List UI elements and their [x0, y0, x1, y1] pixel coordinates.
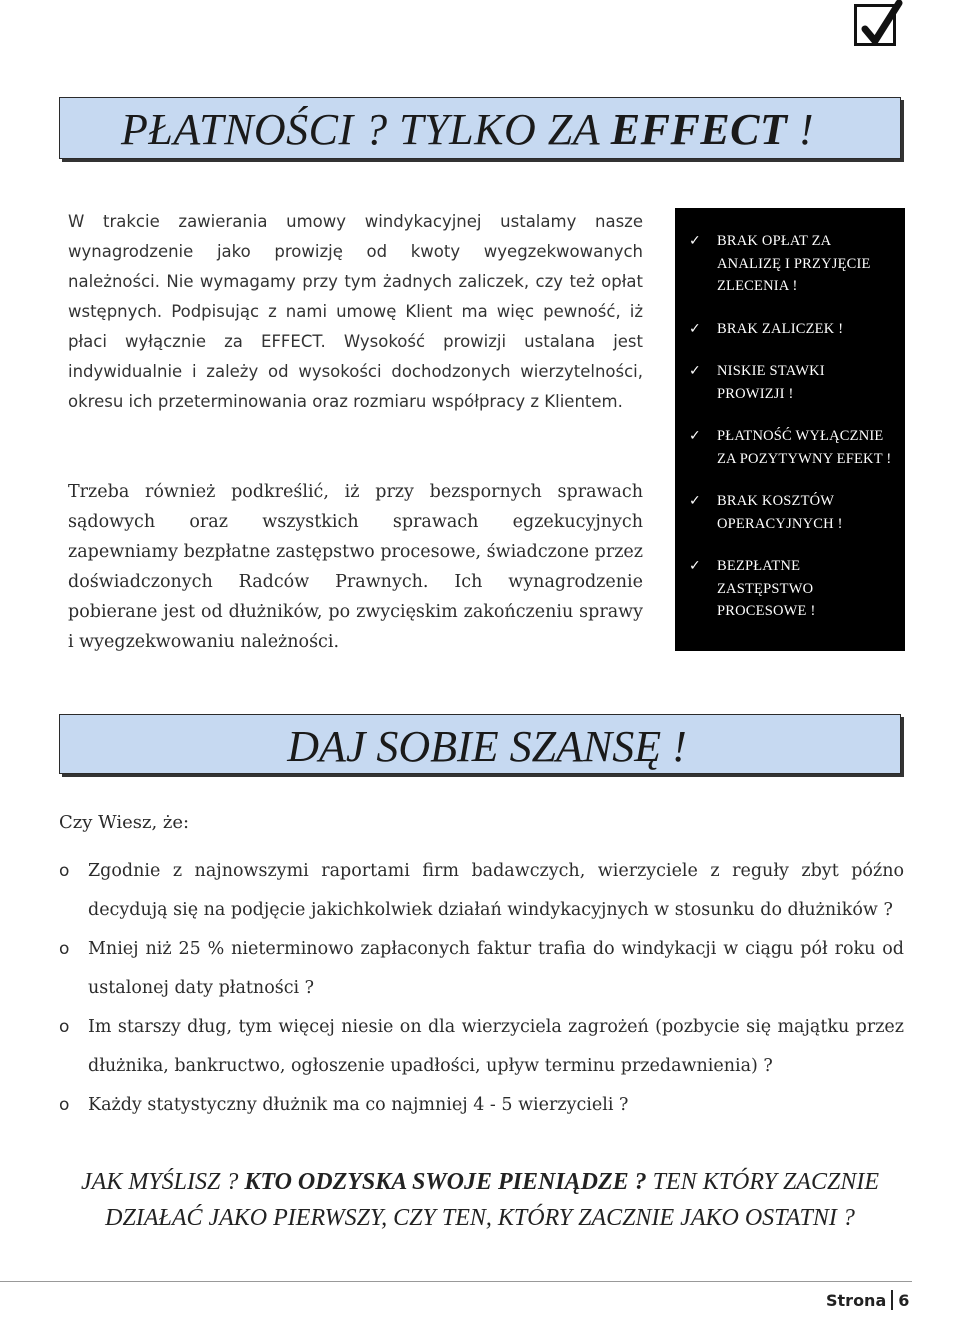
bullet-icon: o — [59, 861, 70, 881]
checkmark-icon: ✓ — [689, 558, 701, 574]
fact-item: o Im starszy dług, tym więcej niesie on dla wierzyciela zagrożeń (pozbycie się majątku przez dłużnika, bankructwo, ogłoszenie upadłości, upływ terminu przedawnienia) ? — [59, 1008, 904, 1086]
checkmark-icon: ✓ — [689, 233, 701, 249]
benefit-item: ✓ BRAK OPŁAT ZA ANALIZĘ I PRZYJĘCIE ZLECENIA ! — [687, 230, 895, 298]
title-banner — [59, 97, 901, 159]
closing-question: JAK MYŚLISZ ? KTO ODZYSKA SWOJE PIENIĄDZE ? TEN KTÓRY ZACZNIE DZIAŁAĆ JAKO PIERWSZY, CZY TEN, KTÓRY ZACZNIE JAKO OSTATNI ? — [81, 1169, 879, 1231]
checkmark-icon: ✓ — [689, 363, 701, 379]
fact-item: o Każdy statystyczny dłużnik ma co najmniej 4 - 5 wierzycieli ? — [59, 1086, 904, 1125]
bullet-icon: o — [59, 1017, 70, 1037]
checkmark-icon: ✓ — [689, 320, 701, 337]
footer-divider — [0, 1281, 912, 1282]
checkmark-icon: ✓ — [689, 493, 701, 509]
checkbox-checked-icon — [854, 4, 896, 46]
bullet-icon: o — [59, 939, 70, 959]
fact-item: o Mniej niż 25 % nieterminowo zapłaconych faktur trafia do windykacji w ciągu pół roku od ustalonej daty płatności ? — [59, 930, 904, 1008]
benefit-item: ✓ BEZPŁATNE ZASTĘPSTWO PROCESOWE ! — [687, 555, 895, 623]
page-title: PŁATNOŚCI ? TYLKO ZA EFFECT ! — [121, 105, 815, 154]
paragraph-legal-representation: Trzeba również podkreślić, iż przy bezspornych sprawach sądowych oraz wszystkich sprawach egzekucyjnych zapewniamy bezpłatne zastępstwo procesowe, świadczone przez doświadczonych Radców Prawnych. Ich wynagrodzenie pobierane jest od dłużników, po zwycięskim zakończeniu sprawy i wyegzekwowaniu należności. — [68, 482, 643, 652]
benefit-item: ✓ NISKIE STAWKI PROWIZJI ! — [687, 360, 895, 405]
benefit-item: ✓ BRAK ZALICZEK ! — [687, 318, 895, 341]
benefit-item: ✓ BRAK KOSZTÓW OPERACYJNYCH ! — [687, 490, 895, 535]
chance-title: DAJ SOBIE SZANSĘ ! — [287, 722, 687, 771]
did-you-know-label: Czy Wiesz, że: — [59, 812, 190, 833]
paragraph-fees: W trakcie zawierania umowy windykacyjnej ustalamy nasze wynagrodzenie jako prowizję od kwoty wyegzekwowanych należności. Nie wymagamy przy tym żadnych zaliczek, czy też opłat wstępnych. Podpisując z nami umowę Klient ma więc pewność, iż płaci wyłącznie za EFFECT. Wysokość prowizji ustalana jest indywidualnie i zależy od wysokości dochodzonych wierzytelności, okresu ich przeterminowania oraz rozmiaru współpracy z Klientem. — [68, 212, 643, 411]
chance-banner — [59, 714, 901, 774]
benefit-item: ✓ PŁATNOŚĆ WYŁĄCZNIE ZA POZYTYWNY EFEKT ! — [687, 425, 895, 470]
bullet-icon: o — [59, 1095, 70, 1115]
checkmark-icon: ✓ — [689, 428, 701, 444]
page-number: Strona 6 — [826, 1291, 910, 1310]
benefits-sidebar — [675, 208, 905, 651]
facts-list — [59, 852, 904, 1125]
fact-item: o Zgodnie z najnowszymi raportami firm badawczych, wierzyciele z reguły zbyt późno decydują się na podjęcie jakichkolwiek działań windykacyjnych w stosunku do dłużników ? — [59, 852, 904, 930]
